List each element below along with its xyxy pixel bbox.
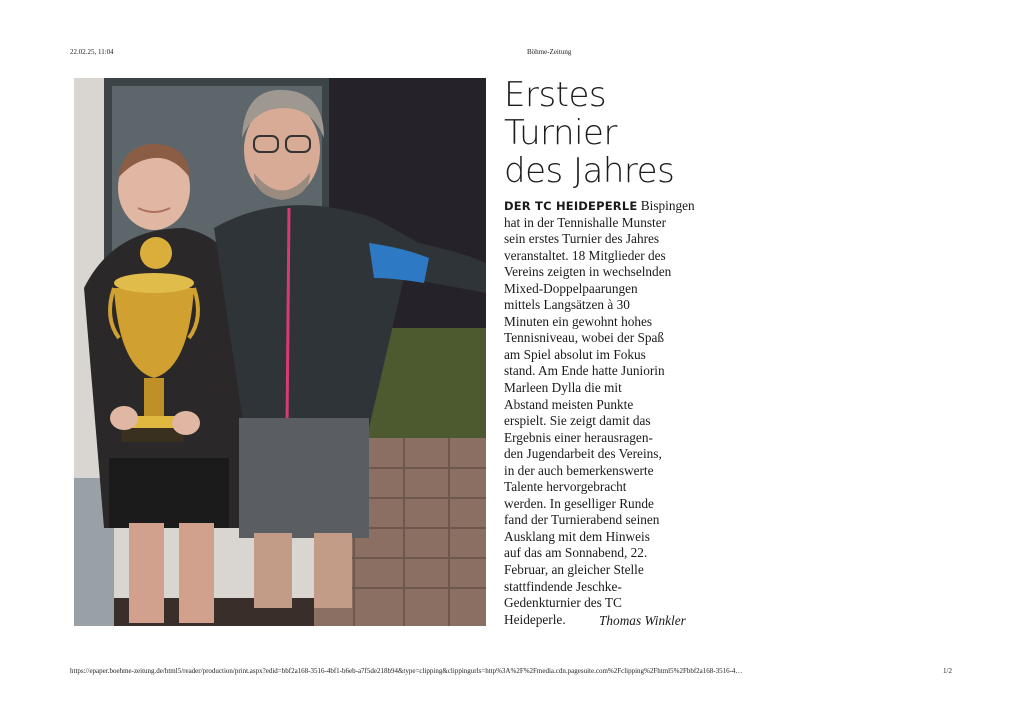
body-line: hat in der Tennishalle Munster (504, 214, 667, 230)
body-line: Februar, an gleicher Stelle (504, 562, 644, 578)
body-line: fand der Turnierabend seinen (504, 512, 660, 528)
body-line-text: Bispingen (637, 198, 695, 213)
page-number: 1/2 (943, 667, 952, 675)
article-body (504, 198, 714, 628)
article-kicker: DER TC HEIDEPERLE (504, 199, 638, 213)
body-line: veranstaltet. 18 Mitglieder des (504, 247, 666, 263)
body-line: Minuten ein gewohnt hohes (504, 313, 653, 329)
article-photo (74, 78, 486, 626)
body-line: Talente hervorgebracht (504, 479, 627, 495)
body-line: Ausklang mit dem Hinweis (504, 528, 650, 544)
body-line: stand. Am Ende hatte Juniorin (504, 363, 665, 379)
body-line: mittels Langsätzen à 30 (504, 297, 630, 313)
body-line: Tennisniveau, wobei der Spaß (504, 330, 665, 346)
body-line: am Spiel absolut im Fokus (504, 346, 646, 362)
print-date-time: 22.02.25, 11:04 (70, 48, 114, 56)
headline-line: Turnier (504, 113, 617, 153)
body-line: Vereins zeigten in wechselnden (504, 264, 672, 280)
body-line: Abstand meisten Punkte (504, 396, 634, 412)
body-line: Ergebnis einer herausragen- (504, 429, 653, 445)
body-line: Mixed-Doppelpaarungen (504, 280, 638, 296)
body-line: werden. In geselliger Runde (504, 495, 654, 511)
body-line: Marleen Dylla die mit (504, 380, 622, 396)
body-line: sein erstes Turnier des Jahres (504, 231, 660, 247)
body-line: Heideperle. (504, 611, 566, 627)
article-headline (504, 76, 724, 190)
body-line (504, 198, 714, 215)
print-url: https://epaper.boehme-zeitung.de/html5/reader/production/print.aspx?edid=bbf2a168-3516-4bf1-b6eb-a7f5de218b94&type=clipping&clippingurls=http%3A%2F%2Fmedia.cdn.pagesuite.com%2Fclipping%2Fhtml5%2Fbbf2a168-3516-4… (70, 667, 743, 675)
headline-line: des Jahres (504, 151, 675, 191)
body-line: den Jugendarbeit des Vereins, (504, 446, 662, 462)
body-line: auf das am Sonnabend, 22. (504, 545, 648, 561)
body-line: erspielt. Sie zeigt damit das (504, 413, 651, 429)
body-line: in der auch bemerkenswerte (504, 462, 654, 478)
publication-title: Böhme-Zeitung (527, 48, 572, 56)
body-line: stattfindende Jeschke- (504, 578, 622, 594)
headline-line: Erstes (504, 75, 607, 115)
body-line: Gedenkturnier des TC (504, 595, 622, 611)
article-author: Thomas Winkler (599, 613, 686, 628)
